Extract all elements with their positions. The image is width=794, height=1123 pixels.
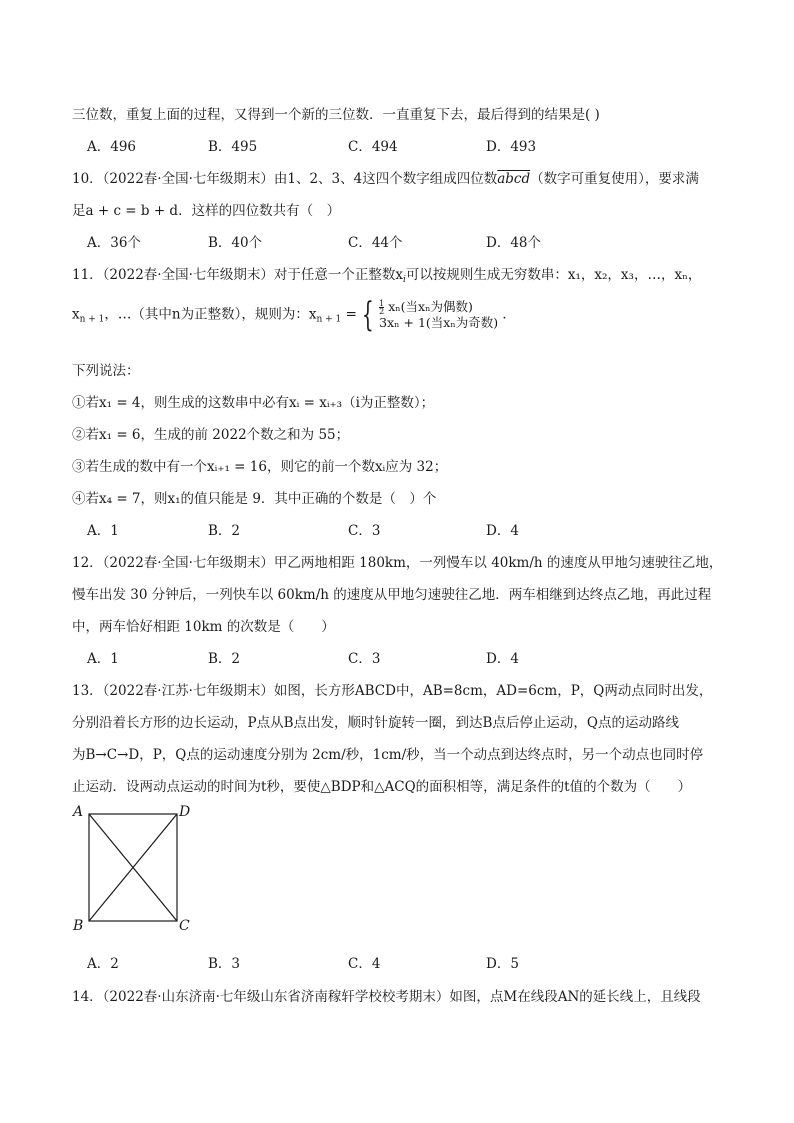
q10-option-a: A．36个 bbox=[87, 235, 141, 251]
rectangle-abcd-figure bbox=[70, 800, 200, 940]
q11-sequence: ₁，x₂，x₃，…，xₙ， bbox=[575, 267, 702, 283]
q13-option-b: B．3 bbox=[208, 956, 241, 972]
q11-subscript: n + 1 bbox=[79, 314, 105, 325]
q11-statements-intro: 下列说法： bbox=[72, 363, 140, 379]
q10-option-d: D．48个 bbox=[486, 235, 542, 251]
q13-line-4: 止运动．设两动点运动的时间为t秒，要使△BDP和△ACQ的面积相等，满足条件的t值的个数为（ ） bbox=[72, 779, 692, 795]
q13-option-c: C．4 bbox=[348, 956, 381, 972]
q10-prefix: 10．（2022春·全国·七年级期末）由1、2、3、4这四个数字组成四位数 bbox=[72, 171, 498, 187]
q11-rule-text: ，…（其中n为正整数），规则为：x bbox=[104, 306, 317, 323]
q9-text: 三位数，重复上面的过程，又得到一个新的三位数．一直重复下去，最后得到的结果是( ) bbox=[72, 107, 600, 123]
q11-cases bbox=[379, 299, 498, 331]
q13-line-2: 分别沿着长方形的边长运动，P点从B点出发，顺时针旋转一圈，到达B点后停止运动，Q点的运动路线 bbox=[72, 715, 679, 731]
q11-option-b: B．2 bbox=[208, 523, 241, 539]
q13-line-3: 为B→C→D，P，Q点的运动速度分别为 2cm/秒，1cm/秒，当一个动点到达终点时，另一个动点也同时停 bbox=[72, 747, 704, 763]
q11-option-d: D．4 bbox=[486, 523, 519, 539]
q10-abcd: abcd bbox=[497, 171, 531, 187]
q13-option-d: D．5 bbox=[486, 956, 519, 972]
q13-line-1: 13．（2022春·江苏·七年级期末）如图，长方形ABCD中，AB=8cm，AD=6cm，P，Q两动点同时出发， bbox=[72, 683, 713, 699]
q10-option-c: C．44个 bbox=[348, 235, 403, 251]
q9-option-a: A．496 bbox=[87, 139, 137, 155]
q11-statement-4: ④若x₄ = 7，则x₁的值只能是 9．其中正确的个数是（ ）个 bbox=[72, 491, 437, 507]
label-c: C bbox=[179, 918, 190, 934]
q11-period: ． bbox=[502, 306, 516, 323]
q11-brace: { bbox=[362, 295, 374, 335]
q13-option-a: A．2 bbox=[87, 956, 119, 972]
q11-statement-3: ③若生成的数中有一个xᵢ₊₁ = 16，则它的前一个数xᵢ应为 32； bbox=[72, 459, 448, 475]
q12-line-1: 12．（2022春·全国·七年级期末）甲乙两地相距 180km，一列慢车以 40km/h 的速度从甲地匀速驶往乙地， bbox=[72, 555, 723, 571]
q11-rule-line: $x_{n + 1}$，…（其中n为正整数），规则为：$x_{n + 1}$ = { $\frac{1}{2}$ xₙ(当xₙ为偶数) 3xₙ + 1(当xₙ为奇数) ． bbox=[72, 295, 516, 335]
q11-line-1: 11．（2022春·全国·七年级期末）对于任意一个正整数$x_i$可以按规则生成无穷数串：x₁，x₂，x₃，…，xₙ， bbox=[72, 267, 702, 285]
q10-suffix: （数字可重复使用），要求满 bbox=[530, 171, 699, 187]
q11-x: x bbox=[72, 306, 80, 323]
q11-statement-1: ①若x₁ = 4，则生成的这数串中必有xᵢ = xᵢ₊₃（i为正整数）； bbox=[72, 395, 435, 411]
q12-line-3: 中，两车恰好相距 10km 的次数是（ ） bbox=[72, 619, 335, 635]
q11-option-c: C．3 bbox=[348, 523, 381, 539]
q11-statement-2: ②若x₁ = 6，生成的前 2022个数之和为 55； bbox=[72, 427, 350, 443]
label-b: B bbox=[73, 918, 84, 934]
q10-option-b: B．40个 bbox=[208, 235, 263, 251]
q10-line-2: 足a + c = b + d．这样的四位数共有（ ） bbox=[72, 203, 341, 219]
q10-line-1 bbox=[72, 167, 699, 187]
label-a: A bbox=[73, 804, 84, 820]
q11-case-odd: 3xₙ + 1(当xₙ为奇数) bbox=[379, 315, 499, 330]
q12-option-c: C．3 bbox=[348, 651, 381, 667]
label-d: D bbox=[179, 804, 191, 820]
q9-option-b: B．495 bbox=[208, 139, 258, 155]
q12-option-d: D．4 bbox=[486, 651, 519, 667]
q11-option-a: A．1 bbox=[87, 523, 119, 539]
q12-option-a: A．1 bbox=[87, 651, 119, 667]
q11-intro-text: 11．（2022春·全国·七年级期末）对于任意一个正整数x bbox=[72, 267, 403, 283]
q12-option-b: B．2 bbox=[208, 651, 241, 667]
q11-case-even: xₙ(当xₙ为偶数) bbox=[388, 299, 473, 314]
q12-line-2: 慢车出发 30 分钟后，一列快车以 60km/h 的速度从甲地匀速驶往乙地．两车相继到达终点乙地，再此过程 bbox=[72, 587, 712, 603]
q14-line-1: 14．（2022春·山东济南·七年级山东省济南稼轩学校校考期末）如图，点M在线段AN的延长线上，且线段 bbox=[72, 989, 701, 1005]
q11-intro-text-b: 可以按规则生成无穷数串：x bbox=[405, 267, 576, 283]
q11-half: $\frac{1}{2}$ bbox=[379, 299, 385, 316]
q9-option-d: D．493 bbox=[486, 139, 537, 155]
q9-option-c: C．494 bbox=[348, 139, 398, 155]
